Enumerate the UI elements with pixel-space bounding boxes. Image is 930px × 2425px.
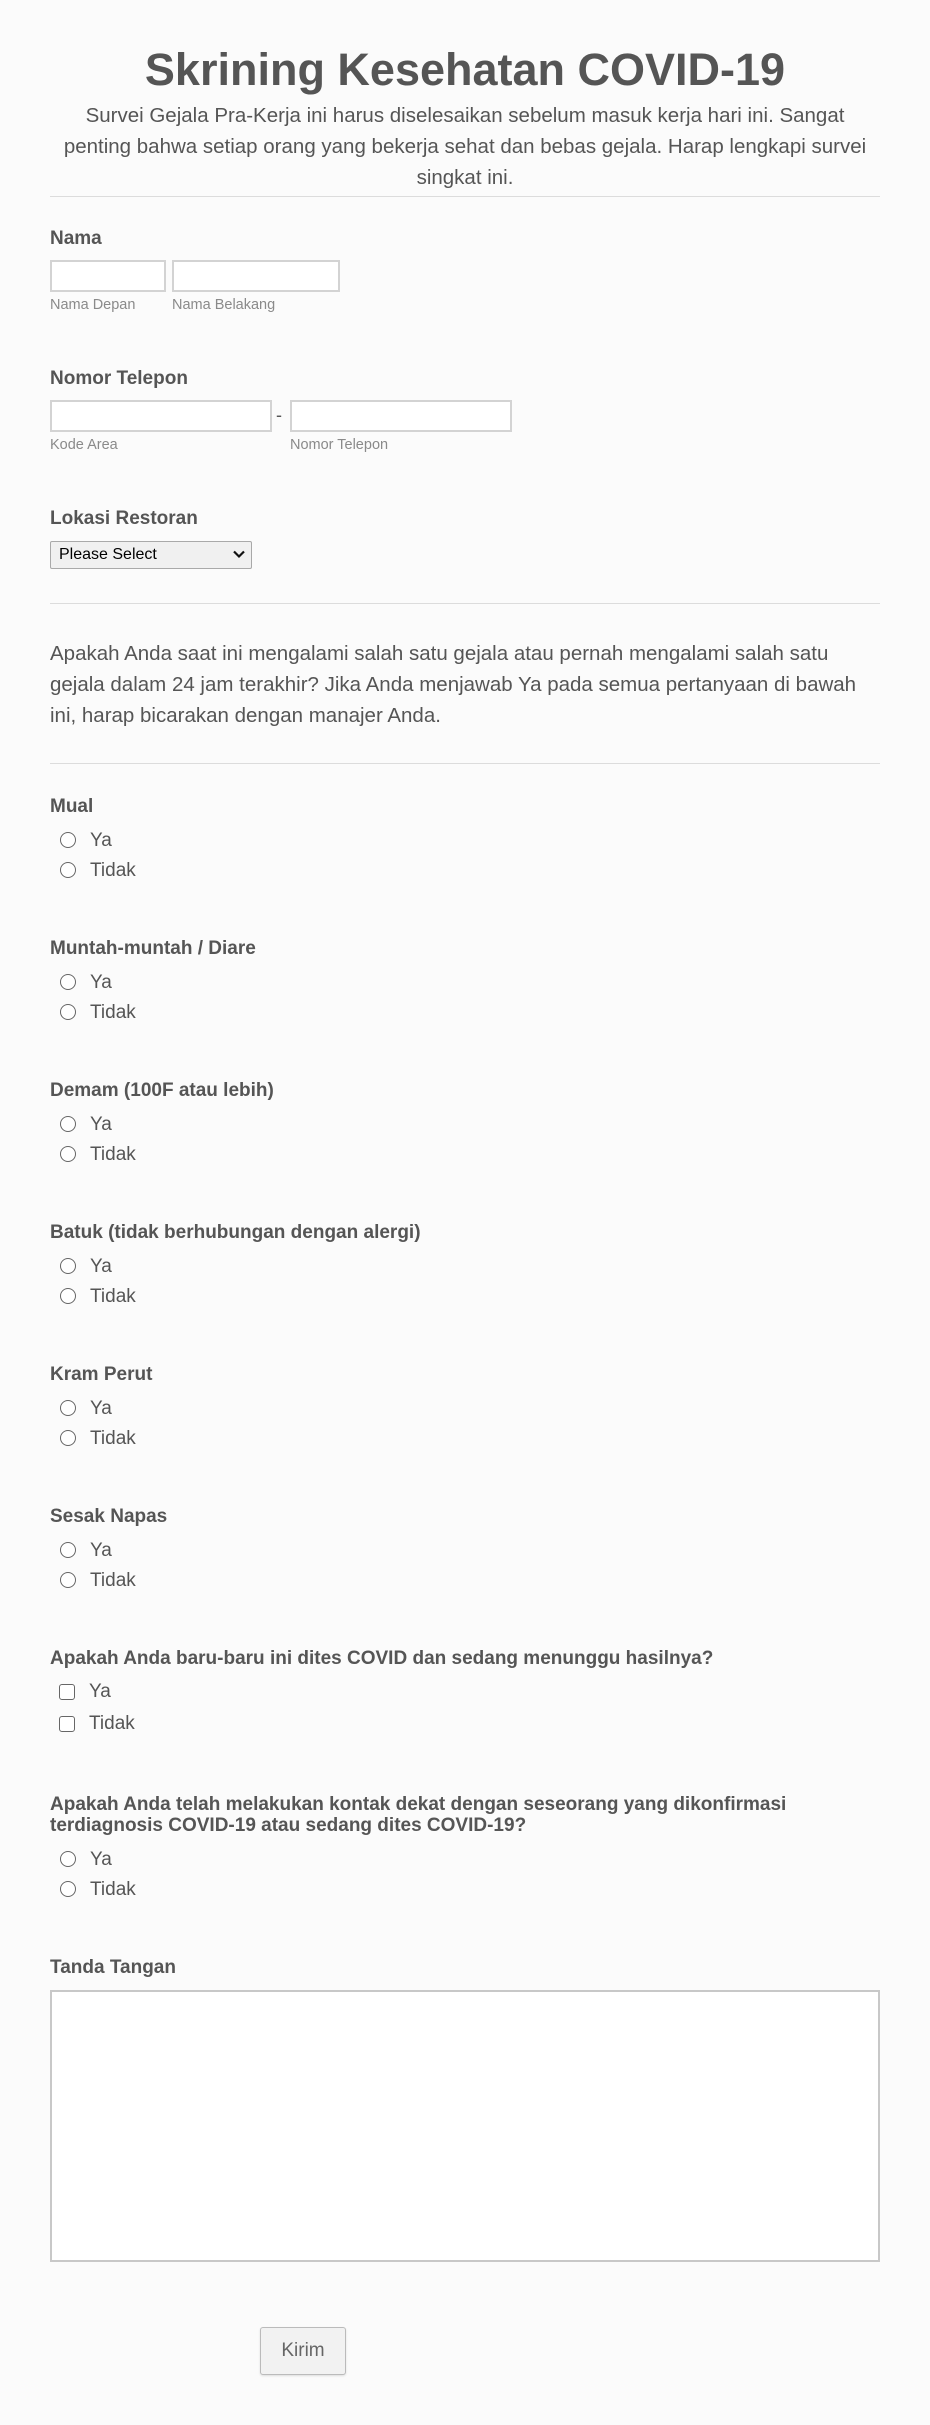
radio-circle-icon[interactable]: [60, 1146, 76, 1162]
option-label: Tidak: [90, 1428, 136, 1449]
phone-label: Nomor Telepon: [50, 368, 188, 389]
divider: [50, 603, 880, 604]
signature-label: Tanda Tangan: [50, 1957, 176, 1978]
chevron-down-icon: [232, 547, 246, 561]
select-value: Please Select: [59, 546, 157, 563]
radio-circle-icon[interactable]: [60, 832, 76, 848]
question-label: Demam (100F atau lebih): [50, 1080, 274, 1101]
radio-circle-icon[interactable]: [60, 1542, 76, 1558]
last-name-input[interactable]: [172, 260, 340, 292]
phone-number-input[interactable]: [290, 400, 512, 432]
signature-pad[interactable]: [50, 1990, 880, 2262]
last-name-sublabel: Nama Belakang: [172, 297, 276, 313]
area-code-input[interactable]: [50, 400, 272, 432]
question-label: Batuk (tidak berhubungan dengan alergi): [50, 1222, 421, 1243]
name-label: Nama: [50, 228, 102, 249]
instructions-text: Apakah Anda saat ini mengalami salah satu gejala atau pernah mengalami salah satu gejala dalam 24 jam terakhir? Jika Anda menjawab Ya pada semua pertanyaan di bawah ini, harap bicarakan dengan manajer Anda.: [50, 642, 857, 727]
restaurant-location-select[interactable]: [50, 541, 252, 569]
radio-circle-icon[interactable]: [60, 1004, 76, 1020]
question-label: Muntah-muntah / Diare: [50, 938, 256, 959]
checkbox-square-icon[interactable]: [59, 1716, 75, 1732]
option-label: Tidak: [89, 1713, 135, 1734]
option-label: Ya: [90, 1849, 112, 1870]
phone-number-sublabel: Nomor Telepon: [290, 437, 389, 453]
radio-circle-icon[interactable]: [60, 1572, 76, 1588]
first-name-sublabel: Nama Depan: [50, 297, 136, 313]
option-label: Ya: [90, 1256, 112, 1277]
question-label: Apakah Anda baru-baru ini dites COVID dan sedang menunggu hasilnya?: [50, 1648, 714, 1669]
option-label: Tidak: [90, 1144, 136, 1165]
option-label: Ya: [90, 1114, 112, 1135]
question-label: Mual: [50, 796, 94, 817]
radio-circle-icon[interactable]: [60, 1881, 76, 1897]
option-label: Tidak: [90, 1002, 136, 1023]
option-label: Ya: [90, 1398, 112, 1419]
location-label: Lokasi Restoran: [50, 508, 198, 529]
radio-circle-icon[interactable]: [60, 1851, 76, 1867]
divider: [50, 763, 880, 764]
radio-circle-icon[interactable]: [60, 862, 76, 878]
area-code-sublabel: Kode Area: [50, 437, 118, 453]
question-label: Apakah Anda telah melakukan kontak dekat dengan seseorang yang dikonfirmasi terdiagnosis COVID-19 atau sedang dites COVID-19?: [50, 1794, 787, 1836]
first-name-input[interactable]: [50, 260, 166, 292]
option-label: Tidak: [90, 860, 136, 881]
divider: [50, 196, 880, 197]
option-label: Ya: [90, 830, 112, 851]
form-title: Skrining Kesehatan COVID-19: [144, 44, 786, 95]
phone-separator: -: [276, 405, 282, 425]
radio-circle-icon[interactable]: [60, 1288, 76, 1304]
question-label: Kram Perut: [50, 1364, 153, 1385]
radio-circle-icon[interactable]: [60, 974, 76, 990]
option-label: Ya: [90, 1540, 112, 1561]
radio-circle-icon[interactable]: [60, 1116, 76, 1132]
option-label: Ya: [89, 1681, 111, 1702]
option-label: Ya: [90, 972, 112, 993]
option-label: Tidak: [90, 1286, 136, 1307]
option-label: Tidak: [90, 1570, 136, 1591]
radio-circle-icon[interactable]: [60, 1400, 76, 1416]
radio-circle-icon[interactable]: [60, 1258, 76, 1274]
submit-button[interactable]: Kirim: [260, 2327, 346, 2375]
checkbox-square-icon[interactable]: [59, 1684, 75, 1700]
form-subtitle: Survei Gejala Pra-Kerja ini harus diselesaikan sebelum masuk kerja hari ini. Sangat penting bahwa setiap orang yang bekerja sehat dan bebas gejala. Harap lengkapi survei singkat ini.: [63, 104, 867, 189]
question-label: Sesak Napas: [50, 1506, 168, 1527]
option-label: Tidak: [90, 1879, 136, 1900]
radio-circle-icon[interactable]: [60, 1430, 76, 1446]
